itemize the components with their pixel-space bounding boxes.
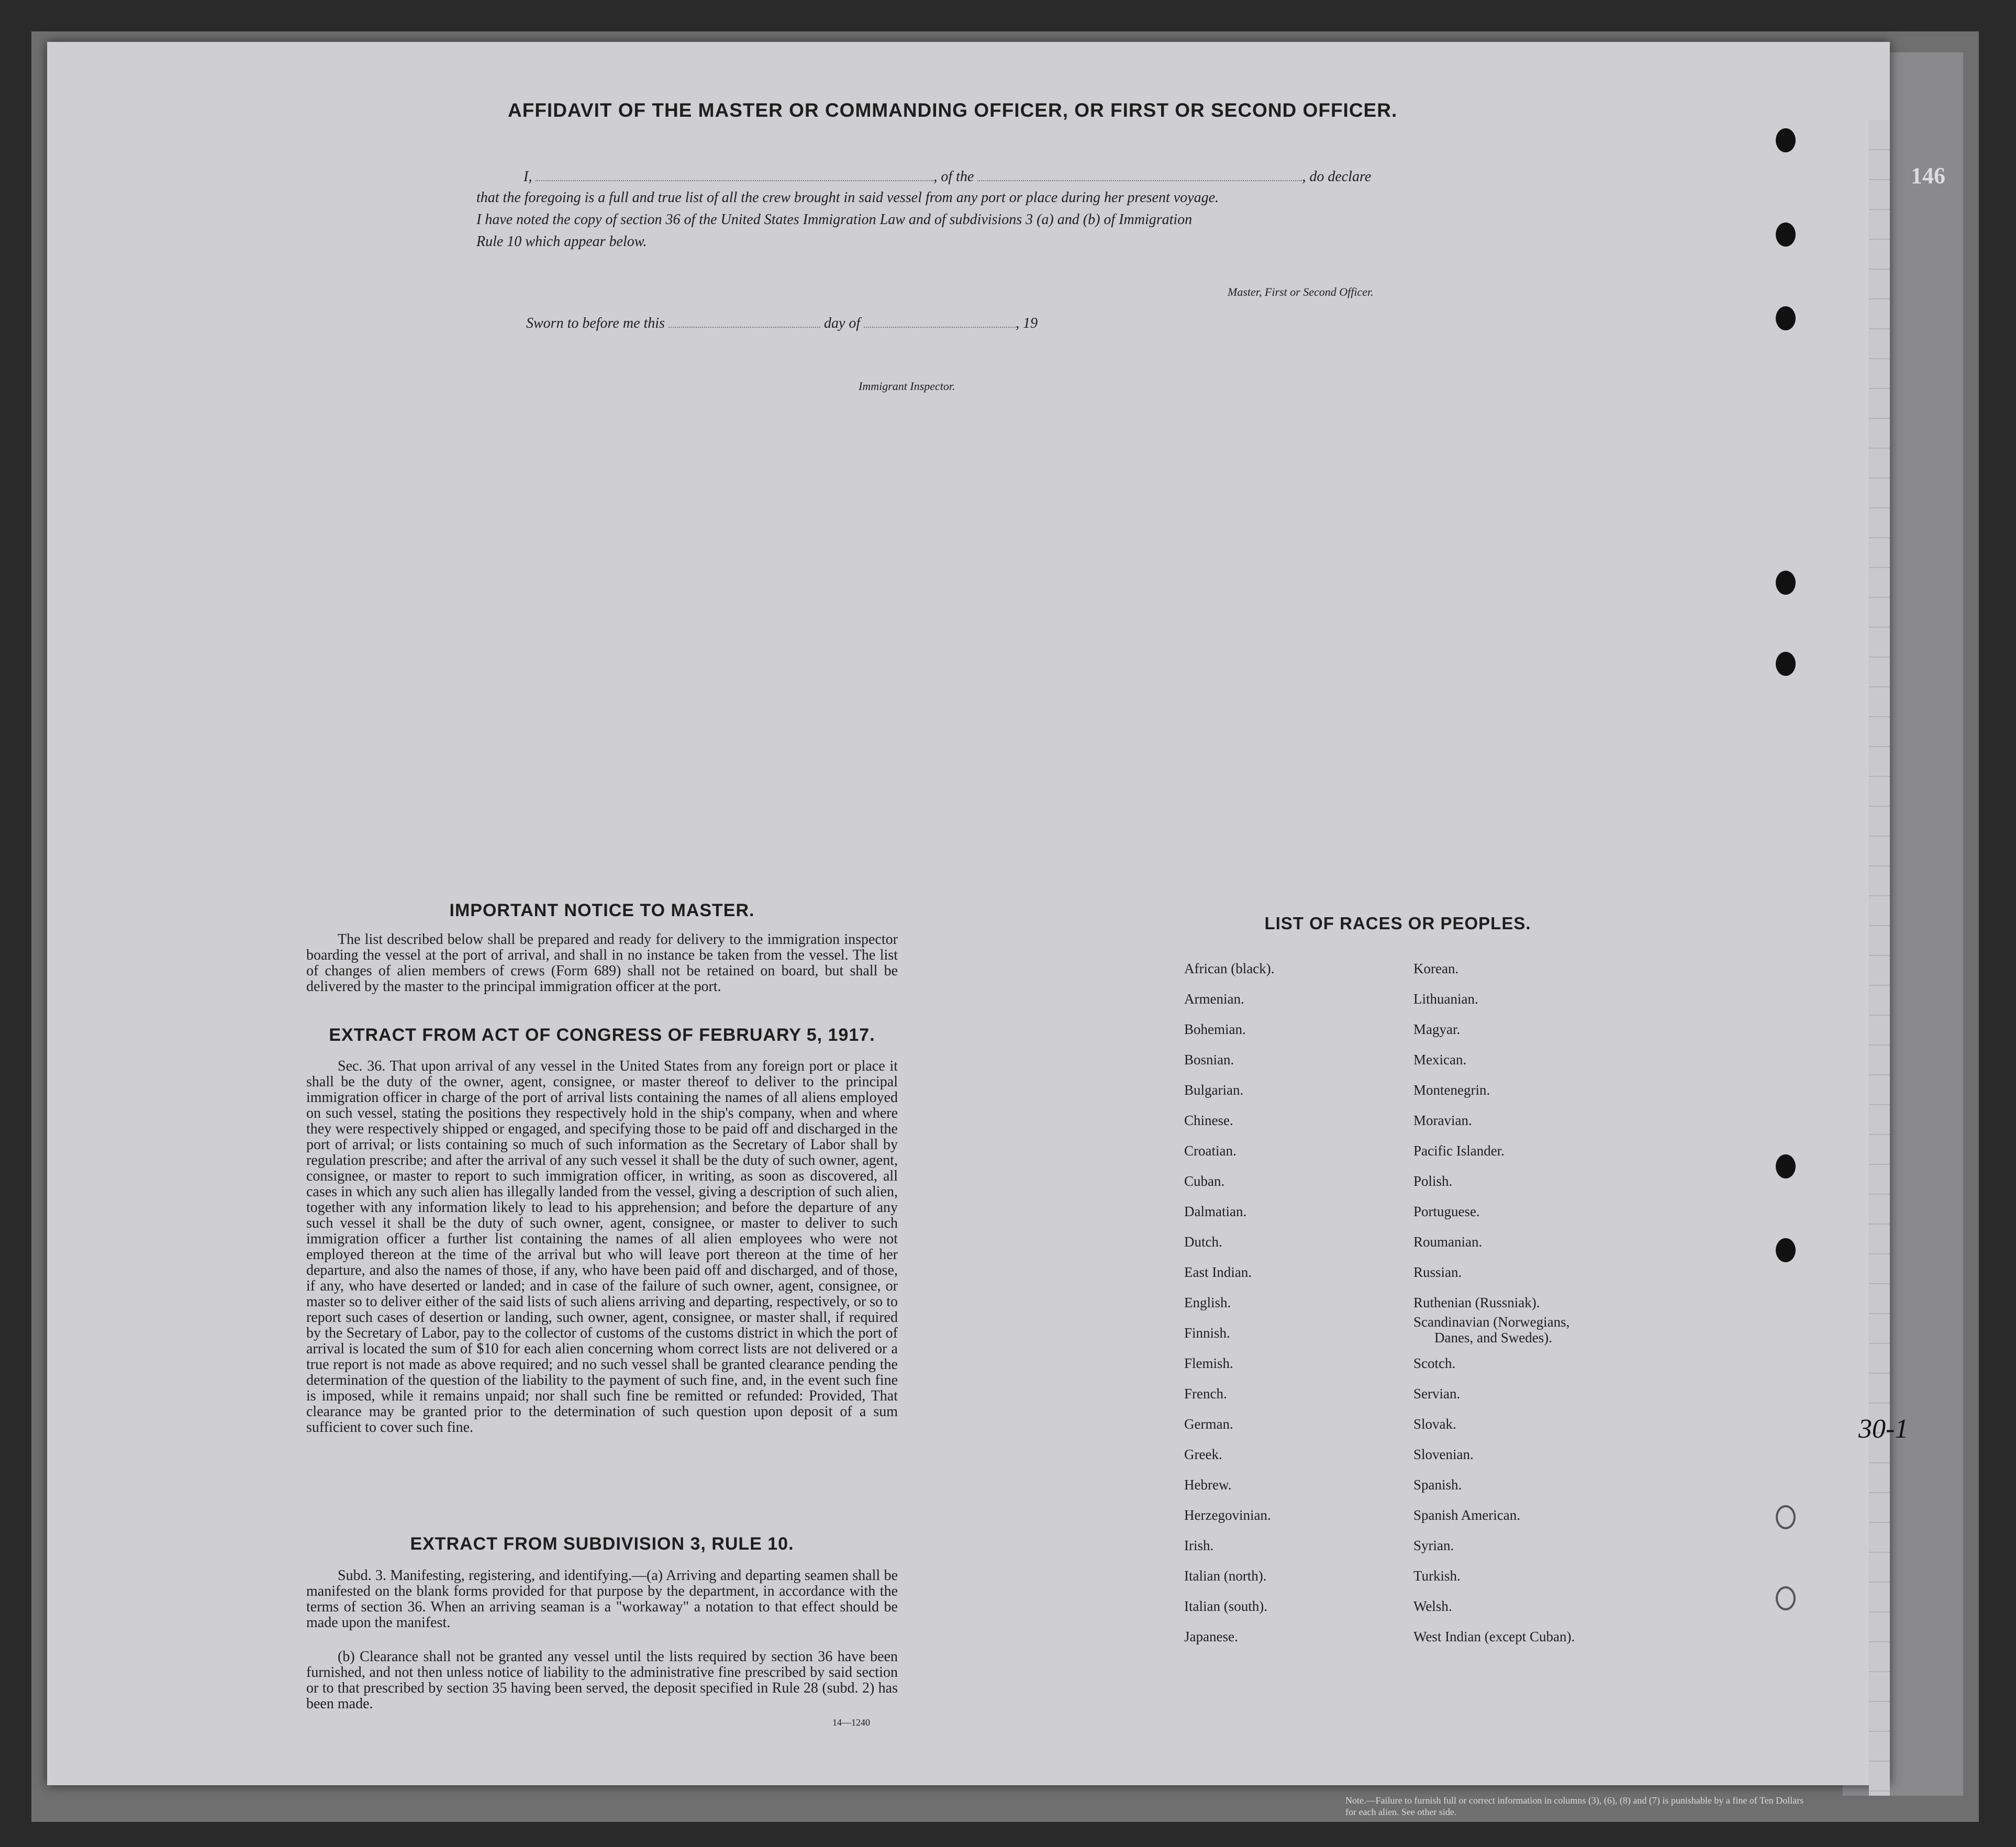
notice-title: IMPORTANT NOTICE TO MASTER. xyxy=(449,900,755,920)
race-item: West Indian (except Cuban). xyxy=(1413,1629,1575,1644)
races-title: LIST OF RACES OR PEOPLES. xyxy=(1264,914,1531,933)
affidavit-title: AFFIDAVIT OF THE MASTER OR COMMANDING OFFICER, OR FIRST OR SECOND OFFICER. xyxy=(508,99,1398,121)
race-item: Croatian. xyxy=(1184,1143,1237,1159)
race-item: Moravian. xyxy=(1413,1112,1472,1128)
punch-hole-icon xyxy=(1776,652,1796,676)
vessel-field[interactable] xyxy=(977,180,1302,181)
do-declare-label: , do declare xyxy=(1302,169,1372,185)
race-item: Lithuanian. xyxy=(1413,991,1478,1007)
race-item: French. xyxy=(1184,1386,1227,1401)
race-item: Bosnian. xyxy=(1184,1052,1234,1067)
race-item: Roumanian. xyxy=(1413,1234,1483,1250)
punch-hole-icon xyxy=(1776,1586,1796,1610)
race-item: Herzegovinian. xyxy=(1184,1507,1271,1523)
race-item: African (black). xyxy=(1184,961,1275,976)
race-item: Flemish. xyxy=(1184,1355,1233,1371)
race-item: Dalmatian. xyxy=(1184,1204,1247,1219)
race-item: Dutch. xyxy=(1184,1234,1222,1250)
race-item: Korean. xyxy=(1413,961,1459,976)
sworn-line xyxy=(526,315,1038,332)
race-item: Finnish. xyxy=(1184,1325,1230,1341)
form-number: 14—1240 xyxy=(832,1717,870,1728)
punch-hole-icon xyxy=(1776,1238,1796,1262)
race-item: Scandinavian (Norwegians, xyxy=(1413,1314,1570,1330)
notice-body: The list described below shall be prepared and ready for delivery to the immigration inspector boarding the vessel at the port of arrival, and shall in no instance be taken from the vessel. The list of changes of alien members of crews (Form 689) shall not be retained on board, but shall be delivered by the master to the principal immigration officer at the port. xyxy=(306,931,898,995)
race-item: Russian. xyxy=(1413,1264,1462,1280)
punch-hole-icon xyxy=(1776,1505,1796,1529)
extract-rule-title: EXTRACT FROM SUBDIVISION 3, RULE 10. xyxy=(410,1534,794,1554)
race-item: Turkish. xyxy=(1413,1568,1461,1584)
race-item: Italian (north). xyxy=(1184,1568,1267,1584)
race-item: Mexican. xyxy=(1413,1052,1467,1067)
race-item: Cuban. xyxy=(1184,1173,1225,1189)
race-item: Bohemian. xyxy=(1184,1021,1246,1037)
sworn-day-field[interactable] xyxy=(669,327,820,328)
day-of-label: day of xyxy=(823,315,861,331)
race-item: Japanese. xyxy=(1184,1629,1238,1644)
affidavit-line-3: I have noted the copy of section 36 of the United States Immigration Law and of subdivisions 3 (a) and (b) of Immigration xyxy=(476,212,1193,228)
race-item: Pacific Islander. xyxy=(1413,1143,1505,1159)
extract-rule-body-a: Subd. 3. Manifesting, registering, and identifying.—(a) Arriving and departing seamen shall be manifested on the blank forms provided for that purpose by the department, in accordance with the terms of section 36. When an arriving seaman is a "workaway" a notation to that effect should be made upon the manifest. xyxy=(306,1567,898,1631)
inspector-caption: Immigrant Inspector. xyxy=(859,380,955,393)
race-item-continuation: Danes, and Swedes). xyxy=(1434,1330,1552,1345)
punch-hole-icon xyxy=(1776,306,1796,330)
extract-act-body: Sec. 36. That upon arrival of any vessel in the United States from any foreign port or place it shall be the duty of the owner, agent, consignee, or master thereof to deliver to the principal immigration officer in charge of the port of arrival lists containing the names of all aliens employed on such vessel, stating the positions they respectively hold in the ship's company, when and where they were respectively shipped or engaged, and specifying those to be paid off and discharged in the port of arrival; or lists containing so much of such information as the Secretary of Labor shall by regulation prescribe; and after the arrival of any such vessel it shall be the duty of such owner, agent, consignee, or master to report to such immigration officer, in writing, as soon as discovered, all cases in which any such alien has illegally landed from the vessel, giving a description of such alien, together with any information likely to lead to his apprehension; and before the departure of any such vessel it shall be the duty of such owner, agent, consignee, or master to deliver to such immigration officer a further list containing the names of all alien employees who were not employed thereon at the time of the arrival but who will leave port thereon at the time of her departure, and also the names of those, if any, who have been paid off and discharged, and of those, if any, who have deserted or landed; and in case of the failure of such owner, agent, consignee, or master so to deliver either of the said lists of such aliens arriving and departing, respectively, or so to report such cases of desertion or landing, such owner, agent, consignee, or master shall, if required by the Secretary of Labor, pay to the collector of customs of the customs district in which the port of arrival is located the sum of $10 for each alien concerning whom correct lists are not delivered or a true report is not made as above required; and no such vessel shall be granted clearance pending the determination of the question of the liability to the payment of such fine, and, in the event such fine is imposed, while it remains unpaid; nor shall such fine be remitted or refunded: Provided, That clearance may be granted prior to the determination of such question upon deposit of a sum sufficient to cover such fine. xyxy=(306,1058,898,1436)
race-item: Slovak. xyxy=(1413,1416,1456,1432)
year-label: , 19 xyxy=(1016,315,1038,331)
punch-hole-icon xyxy=(1776,222,1796,247)
name-field[interactable] xyxy=(536,180,933,181)
race-item: Polish. xyxy=(1413,1173,1453,1189)
affidavit-line-2: that the foregoing is a full and true list of all the crew brought in said vessel from any port or place during her present voyage. xyxy=(476,190,1219,206)
race-item: Montenegrin. xyxy=(1413,1082,1490,1098)
race-item: Scotch. xyxy=(1413,1355,1456,1371)
of-the-label: , of the xyxy=(933,169,974,185)
affidavit-line-4: Rule 10 which appear below. xyxy=(476,233,647,250)
sworn-month-field[interactable] xyxy=(864,327,1016,328)
race-item: English. xyxy=(1184,1295,1231,1310)
punch-hole-icon xyxy=(1776,128,1796,152)
race-item: Servian. xyxy=(1413,1386,1461,1401)
handwritten-margin-note: 30-1 xyxy=(1858,1414,1909,1444)
footer-note: Note.—Failure to furnish full or correct information in columns (3), (6), (8) and (7) is punishable by a fine of Ten Dollars for each alien. See other side. xyxy=(1345,1795,1804,1817)
punch-hole-icon xyxy=(1776,1154,1796,1178)
race-item: Hebrew. xyxy=(1184,1477,1232,1493)
affidavit-line-1 xyxy=(524,169,1371,185)
race-item: Chinese. xyxy=(1184,1112,1233,1128)
race-item: Spanish American. xyxy=(1413,1507,1520,1523)
race-item: Syrian. xyxy=(1413,1538,1454,1553)
sworn-label: Sworn to before me this xyxy=(526,315,665,331)
race-item: Magyar. xyxy=(1413,1021,1461,1037)
ruled-page-edge xyxy=(1869,120,1890,1796)
signature-caption: Master, First or Second Officer. xyxy=(1228,285,1374,298)
race-item: German. xyxy=(1184,1416,1233,1432)
race-item: Portuguese. xyxy=(1413,1204,1480,1219)
race-item: Italian (south). xyxy=(1184,1598,1267,1614)
race-item: Slovenian. xyxy=(1413,1447,1474,1462)
race-item: Greek. xyxy=(1184,1447,1222,1462)
race-item: Spanish. xyxy=(1413,1477,1462,1493)
race-item: Ruthenian (Russniak). xyxy=(1413,1295,1540,1310)
race-item: East Indian. xyxy=(1184,1264,1252,1280)
i-label: I, xyxy=(524,169,532,185)
race-item: Armenian. xyxy=(1184,991,1244,1007)
extract-rule-body-b: (b) Clearance shall not be granted any vessel until the lists required by section 36 have been furnished, and not then unless notice of liability to the administrative fine prescribed by said section or to that prescribed by section 35 having been served, the deposit specified in Rule 28 (subd. 2) has been made. xyxy=(306,1649,898,1712)
race-item: Welsh. xyxy=(1413,1598,1452,1614)
extract-act-title: EXTRACT FROM ACT OF CONGRESS OF FEBRUARY 5, 1917. xyxy=(329,1025,875,1045)
page-number: 146 xyxy=(1911,163,1945,188)
race-item: Bulgarian. xyxy=(1184,1082,1244,1098)
punch-hole-icon xyxy=(1776,571,1796,595)
race-item: Irish. xyxy=(1184,1538,1214,1553)
